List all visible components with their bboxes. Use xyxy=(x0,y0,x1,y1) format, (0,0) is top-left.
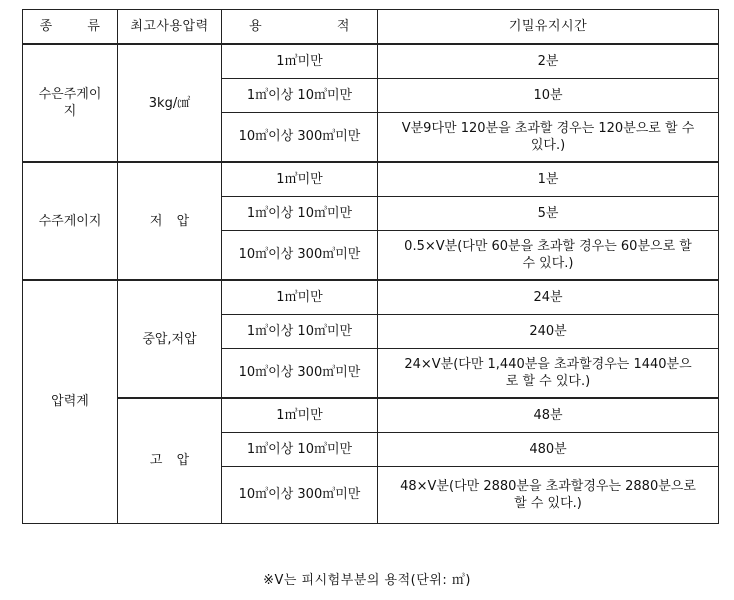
airtight-time-table xyxy=(22,9,719,524)
volume-cell: 10㎥이상 300㎥미만 xyxy=(222,466,378,523)
time-cell: 240분 xyxy=(378,314,719,348)
time-cell: 10분 xyxy=(378,78,719,112)
pressure-cell-mercury: 3kg/㎠ xyxy=(118,44,222,162)
type-cell-water: 수주게이지 xyxy=(23,162,118,280)
table-row xyxy=(23,398,719,432)
pressure-cell-high: 고 압 xyxy=(118,398,222,523)
time-cell: 1분 xyxy=(378,162,719,196)
table-row xyxy=(23,280,719,314)
type-cell-mercury: 수은주게이지 xyxy=(23,44,118,162)
pressure-cell-medium-low: 중압,저압 xyxy=(118,280,222,398)
time-cell: 2분 xyxy=(378,44,719,78)
time-cell: 480분 xyxy=(378,432,719,466)
footnote: ※V는 피시험부분의 용적(단위: ㎥) xyxy=(263,573,471,588)
table-row xyxy=(23,44,719,78)
time-cell: 24×V분(다만 1,440분을 초과할경우는 1440분으로 할 수 있다.) xyxy=(378,348,719,398)
volume-cell: 1㎥이상 10㎥미만 xyxy=(222,196,378,230)
volume-cell: 1㎥미만 xyxy=(222,280,378,314)
volume-cell: 1㎥이상 10㎥미만 xyxy=(222,432,378,466)
header-row xyxy=(23,10,719,45)
pressure-cell-water: 저 압 xyxy=(118,162,222,280)
header-pressure: 최고사용압력 xyxy=(118,10,222,45)
time-cell: 48분 xyxy=(378,398,719,432)
time-cell: 0.5×V분(다만 60분을 초과할 경우는 60분으로 할 수 있다.) xyxy=(378,230,719,280)
time-cell: 48×V분(다만 2880분을 초과할경우는 2880분으로 할 수 있다.) xyxy=(378,466,719,523)
table-row xyxy=(23,162,719,196)
time-cell: 24분 xyxy=(378,280,719,314)
volume-cell: 10㎥이상 300㎥미만 xyxy=(222,112,378,162)
type-cell-gauge: 압력계 xyxy=(23,280,118,523)
header-time: 기밀유지시간 xyxy=(378,10,719,45)
time-cell: V분9다만 120분을 초과할 경우는 120분으로 할 수있다.) xyxy=(378,112,719,162)
volume-cell: 1㎥미만 xyxy=(222,398,378,432)
volume-cell: 1㎥이상 10㎥미만 xyxy=(222,314,378,348)
volume-cell: 1㎥미만 xyxy=(222,44,378,78)
volume-cell: 1㎥이상 10㎥미만 xyxy=(222,78,378,112)
header-volume: 용 적 xyxy=(222,10,378,45)
header-type: 종 류 xyxy=(23,10,118,45)
volume-cell: 10㎥이상 300㎥미만 xyxy=(222,230,378,280)
volume-cell: 1㎥미만 xyxy=(222,162,378,196)
time-cell: 5분 xyxy=(378,196,719,230)
volume-cell: 10㎥이상 300㎥미만 xyxy=(222,348,378,398)
